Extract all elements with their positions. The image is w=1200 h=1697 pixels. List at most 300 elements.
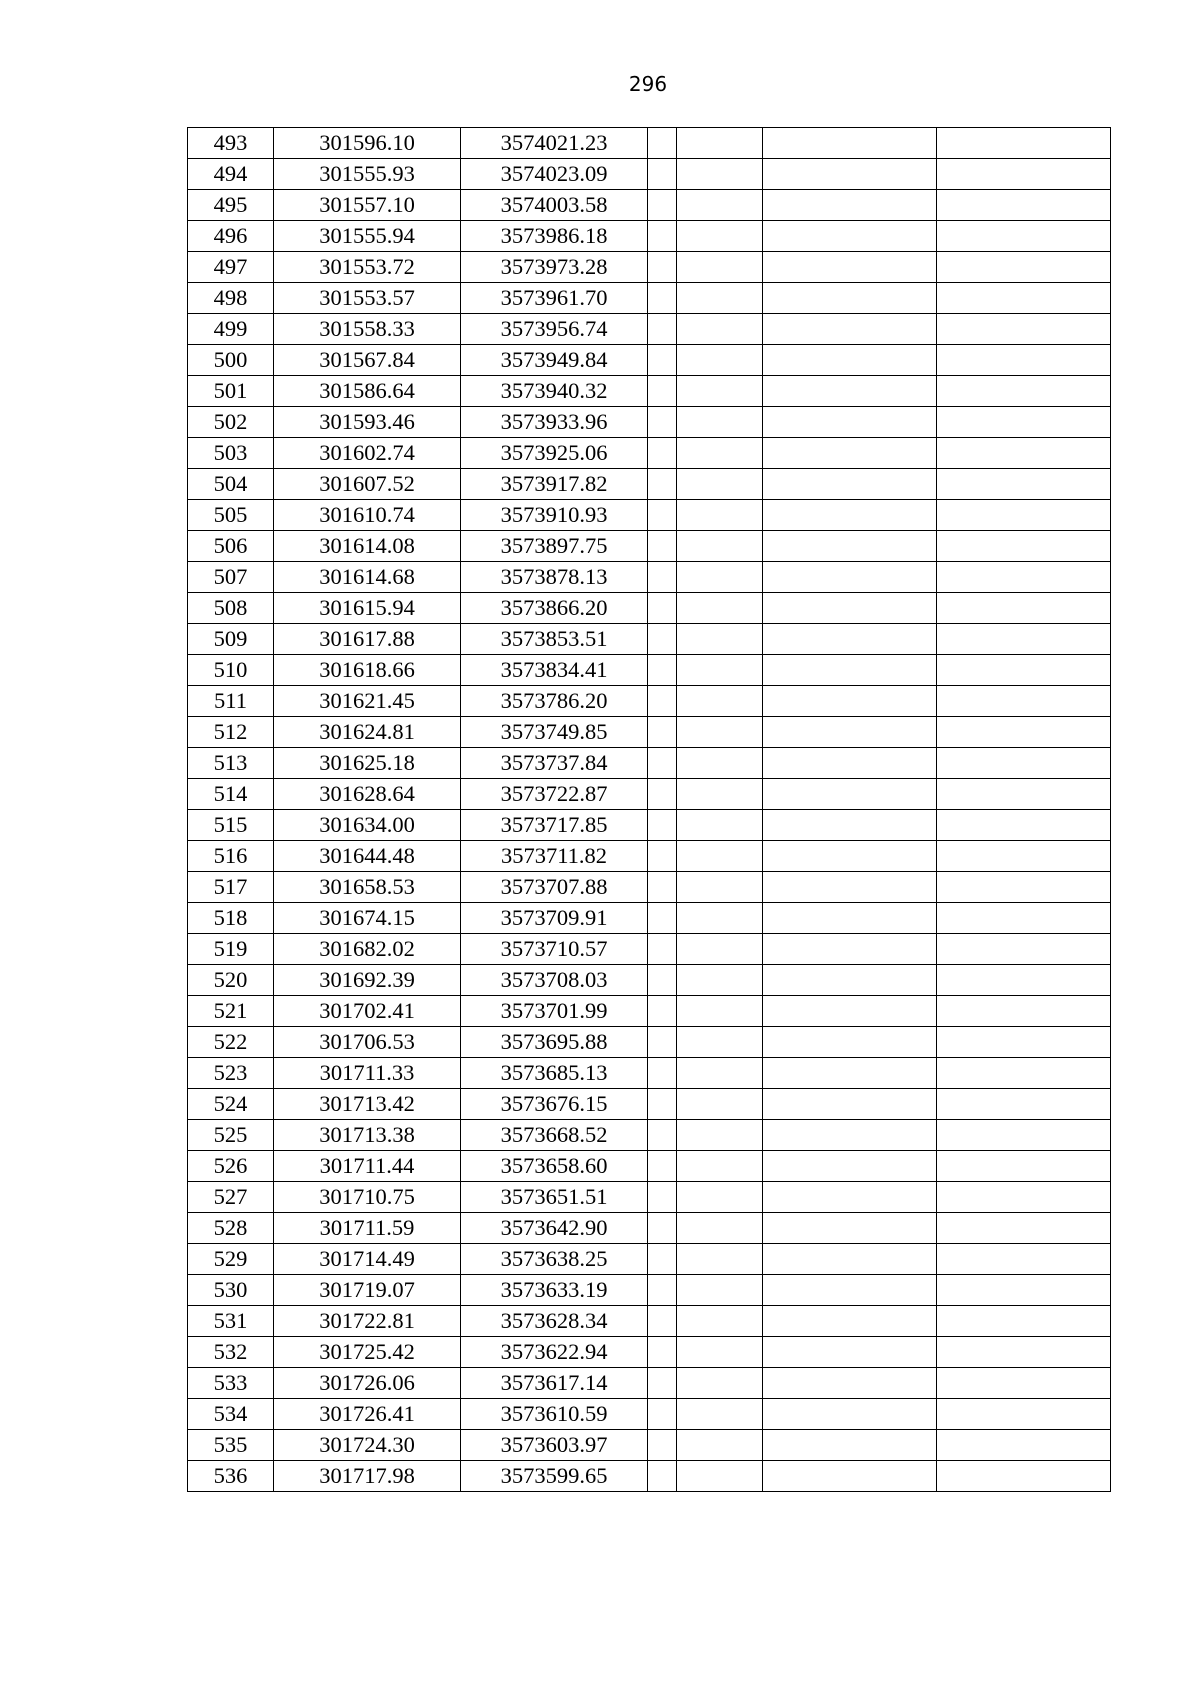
point-number-cell: 510: [188, 655, 274, 686]
empty-cell: [937, 1151, 1111, 1182]
empty-cell: [677, 128, 763, 159]
y-coordinate-cell: 3573638.25: [461, 1244, 648, 1275]
y-coordinate-cell: 3573910.93: [461, 500, 648, 531]
y-coordinate-cell: 3573658.60: [461, 1151, 648, 1182]
point-number-cell: 494: [188, 159, 274, 190]
y-coordinate-cell: 3573933.96: [461, 407, 648, 438]
table-row: [188, 1120, 1111, 1151]
y-coordinate-cell: 3573973.28: [461, 252, 648, 283]
x-coordinate-cell: 301614.68: [274, 562, 461, 593]
coordinates-table: [187, 127, 1111, 1492]
empty-cell: [677, 1244, 763, 1275]
point-number-cell: 524: [188, 1089, 274, 1120]
table-row: [188, 500, 1111, 531]
x-coordinate-cell: 301555.94: [274, 221, 461, 252]
empty-cell: [763, 593, 937, 624]
x-coordinate-cell: 301713.42: [274, 1089, 461, 1120]
empty-cell: [677, 841, 763, 872]
x-coordinate-cell: 301674.15: [274, 903, 461, 934]
empty-cell: [677, 531, 763, 562]
x-coordinate-cell: 301586.64: [274, 376, 461, 407]
point-number-cell: 534: [188, 1399, 274, 1430]
empty-cell: [677, 190, 763, 221]
empty-cell: [677, 376, 763, 407]
x-coordinate-cell: 301625.18: [274, 748, 461, 779]
point-number-cell: 532: [188, 1337, 274, 1368]
y-coordinate-cell: 3573834.41: [461, 655, 648, 686]
point-number-cell: 520: [188, 965, 274, 996]
empty-cell: [677, 717, 763, 748]
empty-cell: [763, 1275, 937, 1306]
table-row: [188, 779, 1111, 810]
empty-cell: [648, 407, 677, 438]
x-coordinate-cell: 301615.94: [274, 593, 461, 624]
point-number-cell: 500: [188, 345, 274, 376]
y-coordinate-cell: 3573603.97: [461, 1430, 648, 1461]
x-coordinate-cell: 301602.74: [274, 438, 461, 469]
table-row: [188, 407, 1111, 438]
point-number-cell: 516: [188, 841, 274, 872]
empty-cell: [648, 810, 677, 841]
empty-cell: [763, 438, 937, 469]
empty-cell: [763, 1027, 937, 1058]
empty-cell: [763, 1244, 937, 1275]
empty-cell: [677, 593, 763, 624]
y-coordinate-cell: 3573917.82: [461, 469, 648, 500]
empty-cell: [763, 1120, 937, 1151]
table-row: [188, 717, 1111, 748]
x-coordinate-cell: 301621.45: [274, 686, 461, 717]
y-coordinate-cell: 3573668.52: [461, 1120, 648, 1151]
empty-cell: [648, 748, 677, 779]
empty-cell: [937, 717, 1111, 748]
empty-cell: [763, 1337, 937, 1368]
empty-cell: [677, 748, 763, 779]
point-number-cell: 499: [188, 314, 274, 345]
x-coordinate-cell: 301711.33: [274, 1058, 461, 1089]
empty-cell: [763, 221, 937, 252]
point-number-cell: 493: [188, 128, 274, 159]
empty-cell: [648, 562, 677, 593]
table-row: [188, 903, 1111, 934]
empty-cell: [763, 717, 937, 748]
y-coordinate-cell: 3573866.20: [461, 593, 648, 624]
empty-cell: [763, 841, 937, 872]
empty-cell: [677, 1306, 763, 1337]
empty-cell: [937, 314, 1111, 345]
point-number-cell: 525: [188, 1120, 274, 1151]
empty-cell: [677, 500, 763, 531]
empty-cell: [937, 655, 1111, 686]
point-number-cell: 501: [188, 376, 274, 407]
empty-cell: [937, 221, 1111, 252]
empty-cell: [648, 252, 677, 283]
empty-cell: [677, 965, 763, 996]
x-coordinate-cell: 301607.52: [274, 469, 461, 500]
point-number-cell: 535: [188, 1430, 274, 1461]
point-number-cell: 513: [188, 748, 274, 779]
point-number-cell: 517: [188, 872, 274, 903]
empty-cell: [937, 1368, 1111, 1399]
empty-cell: [763, 810, 937, 841]
y-coordinate-cell: 3573633.19: [461, 1275, 648, 1306]
empty-cell: [937, 1120, 1111, 1151]
table-row: [188, 748, 1111, 779]
x-coordinate-cell: 301596.10: [274, 128, 461, 159]
table-row: [188, 345, 1111, 376]
table-row: [188, 1430, 1111, 1461]
y-coordinate-cell: 3574023.09: [461, 159, 648, 190]
empty-cell: [648, 221, 677, 252]
empty-cell: [763, 1306, 937, 1337]
empty-cell: [648, 903, 677, 934]
empty-cell: [677, 1399, 763, 1430]
empty-cell: [937, 1275, 1111, 1306]
empty-cell: [648, 1089, 677, 1120]
point-number-cell: 507: [188, 562, 274, 593]
x-coordinate-cell: 301714.49: [274, 1244, 461, 1275]
empty-cell: [648, 159, 677, 190]
x-coordinate-cell: 301692.39: [274, 965, 461, 996]
point-number-cell: 528: [188, 1213, 274, 1244]
empty-cell: [648, 779, 677, 810]
point-number-cell: 508: [188, 593, 274, 624]
empty-cell: [937, 1244, 1111, 1275]
empty-cell: [937, 1306, 1111, 1337]
table-row: [188, 1027, 1111, 1058]
x-coordinate-cell: 301711.59: [274, 1213, 461, 1244]
table-row: [188, 159, 1111, 190]
y-coordinate-cell: 3573897.75: [461, 531, 648, 562]
y-coordinate-cell: 3573628.34: [461, 1306, 648, 1337]
table-row: [188, 593, 1111, 624]
point-number-cell: 531: [188, 1306, 274, 1337]
y-coordinate-cell: 3573701.99: [461, 996, 648, 1027]
empty-cell: [937, 562, 1111, 593]
y-coordinate-cell: 3573617.14: [461, 1368, 648, 1399]
empty-cell: [937, 686, 1111, 717]
empty-cell: [763, 376, 937, 407]
empty-cell: [677, 1058, 763, 1089]
y-coordinate-cell: 3573961.70: [461, 283, 648, 314]
page-number: 296: [628, 72, 668, 96]
empty-cell: [648, 1213, 677, 1244]
empty-cell: [937, 903, 1111, 934]
table-row: [188, 376, 1111, 407]
point-number-cell: 536: [188, 1461, 274, 1492]
x-coordinate-cell: 301706.53: [274, 1027, 461, 1058]
empty-cell: [677, 314, 763, 345]
empty-cell: [763, 159, 937, 190]
empty-cell: [677, 903, 763, 934]
empty-cell: [937, 1182, 1111, 1213]
x-coordinate-cell: 301726.06: [274, 1368, 461, 1399]
x-coordinate-cell: 301717.98: [274, 1461, 461, 1492]
table-row: [188, 190, 1111, 221]
empty-cell: [937, 1430, 1111, 1461]
empty-cell: [763, 934, 937, 965]
empty-cell: [648, 655, 677, 686]
empty-cell: [677, 1182, 763, 1213]
empty-cell: [677, 252, 763, 283]
y-coordinate-cell: 3573710.57: [461, 934, 648, 965]
empty-cell: [648, 1058, 677, 1089]
empty-cell: [648, 686, 677, 717]
empty-cell: [937, 841, 1111, 872]
empty-cell: [763, 624, 937, 655]
x-coordinate-cell: 301644.48: [274, 841, 461, 872]
empty-cell: [648, 934, 677, 965]
empty-cell: [763, 1213, 937, 1244]
empty-cell: [677, 779, 763, 810]
empty-cell: [677, 1368, 763, 1399]
x-coordinate-cell: 301702.41: [274, 996, 461, 1027]
empty-cell: [937, 593, 1111, 624]
empty-cell: [937, 128, 1111, 159]
point-number-cell: 530: [188, 1275, 274, 1306]
x-coordinate-cell: 301713.38: [274, 1120, 461, 1151]
empty-cell: [763, 252, 937, 283]
empty-cell: [937, 1058, 1111, 1089]
empty-cell: [937, 1399, 1111, 1430]
empty-cell: [937, 1027, 1111, 1058]
x-coordinate-cell: 301634.00: [274, 810, 461, 841]
y-coordinate-cell: 3573651.51: [461, 1182, 648, 1213]
table-row: [188, 221, 1111, 252]
empty-cell: [648, 1275, 677, 1306]
empty-cell: [763, 996, 937, 1027]
empty-cell: [648, 624, 677, 655]
empty-cell: [763, 500, 937, 531]
table-row: [188, 810, 1111, 841]
x-coordinate-cell: 301722.81: [274, 1306, 461, 1337]
empty-cell: [763, 872, 937, 903]
table-row: [188, 655, 1111, 686]
x-coordinate-cell: 301724.30: [274, 1430, 461, 1461]
point-number-cell: 504: [188, 469, 274, 500]
coordinates-table-body: [188, 128, 1111, 1492]
table-row: [188, 128, 1111, 159]
empty-cell: [677, 624, 763, 655]
empty-cell: [937, 1461, 1111, 1492]
empty-cell: [937, 1213, 1111, 1244]
table-row: [188, 1399, 1111, 1430]
point-number-cell: 495: [188, 190, 274, 221]
x-coordinate-cell: 301555.93: [274, 159, 461, 190]
empty-cell: [648, 1306, 677, 1337]
empty-cell: [648, 841, 677, 872]
x-coordinate-cell: 301593.46: [274, 407, 461, 438]
y-coordinate-cell: 3573695.88: [461, 1027, 648, 1058]
table-row: [188, 1306, 1111, 1337]
empty-cell: [937, 283, 1111, 314]
empty-cell: [937, 965, 1111, 996]
table-row: [188, 1151, 1111, 1182]
empty-cell: [648, 1244, 677, 1275]
point-number-cell: 512: [188, 717, 274, 748]
y-coordinate-cell: 3573986.18: [461, 221, 648, 252]
empty-cell: [937, 376, 1111, 407]
empty-cell: [648, 1151, 677, 1182]
empty-cell: [937, 500, 1111, 531]
empty-cell: [677, 1213, 763, 1244]
empty-cell: [677, 345, 763, 376]
empty-cell: [648, 1120, 677, 1151]
empty-cell: [763, 1089, 937, 1120]
empty-cell: [937, 1089, 1111, 1120]
point-number-cell: 506: [188, 531, 274, 562]
table-row: [188, 996, 1111, 1027]
empty-cell: [648, 283, 677, 314]
table-row: [188, 1337, 1111, 1368]
empty-cell: [648, 345, 677, 376]
x-coordinate-cell: 301726.41: [274, 1399, 461, 1430]
y-coordinate-cell: 3573717.85: [461, 810, 648, 841]
x-coordinate-cell: 301567.84: [274, 345, 461, 376]
empty-cell: [937, 624, 1111, 655]
x-coordinate-cell: 301628.64: [274, 779, 461, 810]
empty-cell: [648, 872, 677, 903]
table-row: [188, 531, 1111, 562]
point-number-cell: 509: [188, 624, 274, 655]
point-number-cell: 533: [188, 1368, 274, 1399]
empty-cell: [763, 469, 937, 500]
empty-cell: [648, 1182, 677, 1213]
empty-cell: [763, 1399, 937, 1430]
point-number-cell: 523: [188, 1058, 274, 1089]
empty-cell: [648, 1337, 677, 1368]
x-coordinate-cell: 301624.81: [274, 717, 461, 748]
empty-cell: [648, 438, 677, 469]
empty-cell: [677, 810, 763, 841]
table-row: [188, 624, 1111, 655]
point-number-cell: 529: [188, 1244, 274, 1275]
point-number-cell: 502: [188, 407, 274, 438]
empty-cell: [648, 531, 677, 562]
point-number-cell: 497: [188, 252, 274, 283]
point-number-cell: 514: [188, 779, 274, 810]
empty-cell: [677, 1151, 763, 1182]
empty-cell: [763, 128, 937, 159]
empty-cell: [937, 779, 1111, 810]
table-row: [188, 1182, 1111, 1213]
empty-cell: [648, 469, 677, 500]
x-coordinate-cell: 301553.57: [274, 283, 461, 314]
point-number-cell: 521: [188, 996, 274, 1027]
empty-cell: [677, 1027, 763, 1058]
empty-cell: [677, 686, 763, 717]
empty-cell: [763, 965, 937, 996]
empty-cell: [648, 190, 677, 221]
empty-cell: [763, 1058, 937, 1089]
table-row: [188, 965, 1111, 996]
empty-cell: [937, 934, 1111, 965]
empty-cell: [648, 717, 677, 748]
y-coordinate-cell: 3573786.20: [461, 686, 648, 717]
y-coordinate-cell: 3573878.13: [461, 562, 648, 593]
x-coordinate-cell: 301558.33: [274, 314, 461, 345]
empty-cell: [937, 438, 1111, 469]
empty-cell: [937, 190, 1111, 221]
empty-cell: [763, 1368, 937, 1399]
table-row: [188, 934, 1111, 965]
empty-cell: [677, 407, 763, 438]
empty-cell: [648, 376, 677, 407]
table-row: [188, 469, 1111, 500]
table-row: [188, 1058, 1111, 1089]
empty-cell: [763, 1151, 937, 1182]
y-coordinate-cell: 3573722.87: [461, 779, 648, 810]
y-coordinate-cell: 3573737.84: [461, 748, 648, 779]
y-coordinate-cell: 3573711.82: [461, 841, 648, 872]
y-coordinate-cell: 3573949.84: [461, 345, 648, 376]
x-coordinate-cell: 301710.75: [274, 1182, 461, 1213]
table-row: [188, 1275, 1111, 1306]
empty-cell: [648, 1461, 677, 1492]
empty-cell: [763, 779, 937, 810]
empty-cell: [677, 1461, 763, 1492]
empty-cell: [763, 655, 937, 686]
point-number-cell: 511: [188, 686, 274, 717]
y-coordinate-cell: 3573749.85: [461, 717, 648, 748]
empty-cell: [763, 562, 937, 593]
empty-cell: [648, 1368, 677, 1399]
empty-cell: [677, 1430, 763, 1461]
x-coordinate-cell: 301719.07: [274, 1275, 461, 1306]
empty-cell: [677, 159, 763, 190]
x-coordinate-cell: 301553.72: [274, 252, 461, 283]
empty-cell: [937, 252, 1111, 283]
empty-cell: [648, 1027, 677, 1058]
y-coordinate-cell: 3574003.58: [461, 190, 648, 221]
empty-cell: [677, 283, 763, 314]
point-number-cell: 519: [188, 934, 274, 965]
table-row: [188, 562, 1111, 593]
table-row: [188, 1244, 1111, 1275]
y-coordinate-cell: 3573622.94: [461, 1337, 648, 1368]
empty-cell: [937, 407, 1111, 438]
empty-cell: [763, 190, 937, 221]
empty-cell: [937, 469, 1111, 500]
y-coordinate-cell: 3573956.74: [461, 314, 648, 345]
empty-cell: [763, 686, 937, 717]
point-number-cell: 527: [188, 1182, 274, 1213]
empty-cell: [677, 438, 763, 469]
table-row: [188, 314, 1111, 345]
table-row: [188, 1213, 1111, 1244]
x-coordinate-cell: 301618.66: [274, 655, 461, 686]
empty-cell: [937, 996, 1111, 1027]
empty-cell: [648, 314, 677, 345]
point-number-cell: 505: [188, 500, 274, 531]
empty-cell: [648, 500, 677, 531]
empty-cell: [763, 283, 937, 314]
empty-cell: [763, 748, 937, 779]
y-coordinate-cell: 3573707.88: [461, 872, 648, 903]
empty-cell: [763, 1430, 937, 1461]
y-coordinate-cell: 3574021.23: [461, 128, 648, 159]
x-coordinate-cell: 301711.44: [274, 1151, 461, 1182]
y-coordinate-cell: 3573599.65: [461, 1461, 648, 1492]
table-row: [188, 438, 1111, 469]
x-coordinate-cell: 301557.10: [274, 190, 461, 221]
point-number-cell: 498: [188, 283, 274, 314]
table-row: [188, 841, 1111, 872]
empty-cell: [648, 593, 677, 624]
x-coordinate-cell: 301610.74: [274, 500, 461, 531]
y-coordinate-cell: 3573642.90: [461, 1213, 648, 1244]
empty-cell: [763, 345, 937, 376]
